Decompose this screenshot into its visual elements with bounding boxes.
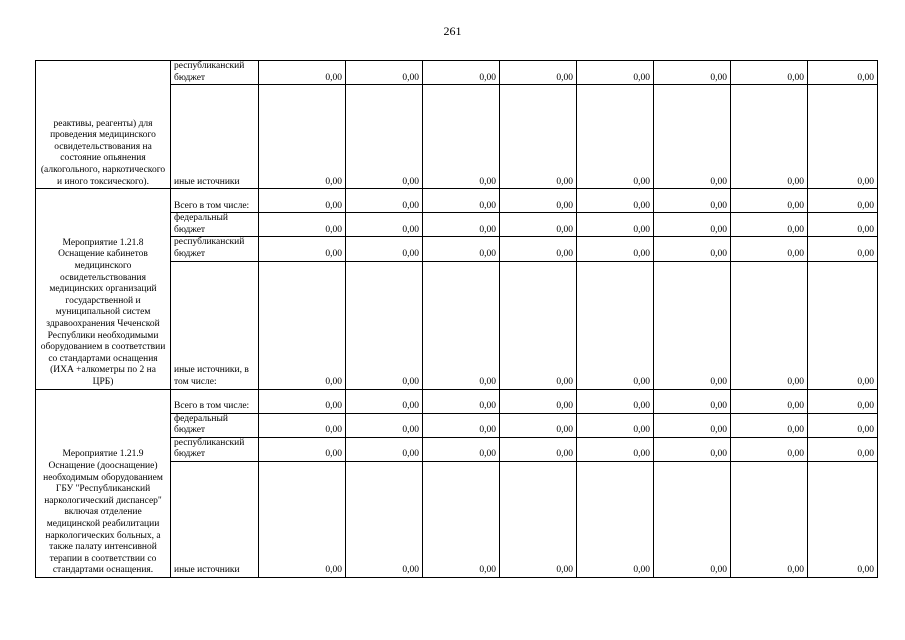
amount-cell: 0,00 <box>577 261 654 389</box>
funding-source-cell: иные источники, в том числе: <box>171 261 259 389</box>
amount-cell: 0,00 <box>654 461 731 577</box>
amount-cell: 0,00 <box>808 413 878 437</box>
amount-cell: 0,00 <box>808 61 878 85</box>
amount-cell: 0,00 <box>500 389 577 413</box>
amount-cell: 0,00 <box>731 389 808 413</box>
amount-cell: 0,00 <box>731 237 808 261</box>
amount-cell: 0,00 <box>654 213 731 237</box>
amount-cell: 0,00 <box>259 261 346 389</box>
amount-cell: 0,00 <box>731 261 808 389</box>
amount-cell: 0,00 <box>423 261 500 389</box>
amount-cell: 0,00 <box>423 61 500 85</box>
funding-source-cell: федеральный бюджет <box>171 413 259 437</box>
funding-source-cell: иные источники <box>171 85 259 189</box>
amount-cell: 0,00 <box>731 213 808 237</box>
amount-cell: 0,00 <box>259 237 346 261</box>
amount-cell: 0,00 <box>808 213 878 237</box>
amount-cell: 0,00 <box>423 189 500 213</box>
amount-cell: 0,00 <box>654 61 731 85</box>
table-row <box>36 61 878 85</box>
amount-cell: 0,00 <box>346 413 423 437</box>
funding-source-cell: республиканский бюджет <box>171 437 259 461</box>
amount-cell: 0,00 <box>577 85 654 189</box>
amount-cell: 0,00 <box>259 189 346 213</box>
amount-cell: 0,00 <box>808 85 878 189</box>
amount-cell: 0,00 <box>423 237 500 261</box>
amount-cell: 0,00 <box>500 261 577 389</box>
amount-cell: 0,00 <box>259 85 346 189</box>
amount-cell: 0,00 <box>577 461 654 577</box>
amount-cell: 0,00 <box>500 213 577 237</box>
amount-cell: 0,00 <box>577 413 654 437</box>
amount-cell: 0,00 <box>731 189 808 213</box>
amount-cell: 0,00 <box>346 85 423 189</box>
amount-cell: 0,00 <box>500 85 577 189</box>
amount-cell: 0,00 <box>654 413 731 437</box>
amount-cell: 0,00 <box>500 413 577 437</box>
activity-description-cell: Мероприятие 1.21.8 Оснащение кабинетов медицинского освидетельствования медицинских организаций государственной и муниципальной систем здравоохранения Чеченской Республики необходимыми оборудованием в соответствии со стандартами оснащения (ИХА +алкометры по 2 на ЦРБ) <box>36 189 171 389</box>
funding-source-cell: Всего в том числе: <box>171 389 259 413</box>
amount-cell: 0,00 <box>423 437 500 461</box>
amount-cell: 0,00 <box>346 189 423 213</box>
amount-cell: 0,00 <box>808 237 878 261</box>
amount-cell: 0,00 <box>346 213 423 237</box>
amount-cell: 0,00 <box>731 437 808 461</box>
amount-cell: 0,00 <box>577 213 654 237</box>
amount-cell: 0,00 <box>808 437 878 461</box>
amount-cell: 0,00 <box>346 437 423 461</box>
table-row <box>36 189 878 213</box>
amount-cell: 0,00 <box>259 61 346 85</box>
amount-cell: 0,00 <box>577 189 654 213</box>
amount-cell: 0,00 <box>731 461 808 577</box>
amount-cell: 0,00 <box>346 261 423 389</box>
amount-cell: 0,00 <box>500 61 577 85</box>
funding-source-cell: федеральный бюджет <box>171 213 259 237</box>
amount-cell: 0,00 <box>808 461 878 577</box>
amount-cell: 0,00 <box>259 461 346 577</box>
amount-cell: 0,00 <box>500 437 577 461</box>
funding-source-cell: иные источники <box>171 461 259 577</box>
amount-cell: 0,00 <box>500 461 577 577</box>
amount-cell: 0,00 <box>808 389 878 413</box>
amount-cell: 0,00 <box>259 213 346 237</box>
activity-description-cell: реактивы, реагенты) для проведения медицинского освидетельствования на состояние опьянения (алкогольного, наркотического и иного токсического). <box>36 61 171 189</box>
amount-cell: 0,00 <box>259 437 346 461</box>
funding-source-cell: республиканский бюджет <box>171 61 259 85</box>
amount-cell: 0,00 <box>577 237 654 261</box>
activity-description-cell: Мероприятие 1.21.9 Оснащение (дооснащение) необходимым оборудованием ГБУ "Республиканский наркологический диспансер" включая отделение медицинской реабилитации наркологических больных, а также палату интенсивной терапии в соответствии со стандартами оснащения. <box>36 389 171 577</box>
funding-source-cell: республиканский бюджет <box>171 237 259 261</box>
amount-cell: 0,00 <box>423 213 500 237</box>
amount-cell: 0,00 <box>577 437 654 461</box>
amount-cell: 0,00 <box>423 413 500 437</box>
amount-cell: 0,00 <box>346 461 423 577</box>
amount-cell: 0,00 <box>423 461 500 577</box>
page-number: 261 <box>443 24 462 38</box>
amount-cell: 0,00 <box>731 61 808 85</box>
amount-cell: 0,00 <box>500 189 577 213</box>
amount-cell: 0,00 <box>259 389 346 413</box>
amount-cell: 0,00 <box>423 389 500 413</box>
amount-cell: 0,00 <box>731 413 808 437</box>
amount-cell: 0,00 <box>577 389 654 413</box>
amount-cell: 0,00 <box>423 85 500 189</box>
amount-cell: 0,00 <box>654 189 731 213</box>
amount-cell: 0,00 <box>346 237 423 261</box>
amount-cell: 0,00 <box>259 413 346 437</box>
amount-cell: 0,00 <box>500 237 577 261</box>
funding-table <box>35 60 878 578</box>
table-row <box>36 389 878 413</box>
amount-cell: 0,00 <box>654 85 731 189</box>
amount-cell: 0,00 <box>654 237 731 261</box>
amount-cell: 0,00 <box>808 189 878 213</box>
amount-cell: 0,00 <box>346 389 423 413</box>
amount-cell: 0,00 <box>731 85 808 189</box>
amount-cell: 0,00 <box>654 389 731 413</box>
amount-cell: 0,00 <box>808 261 878 389</box>
amount-cell: 0,00 <box>577 61 654 85</box>
amount-cell: 0,00 <box>346 61 423 85</box>
amount-cell: 0,00 <box>654 261 731 389</box>
funding-source-cell: Всего в том числе: <box>171 189 259 213</box>
amount-cell: 0,00 <box>654 437 731 461</box>
